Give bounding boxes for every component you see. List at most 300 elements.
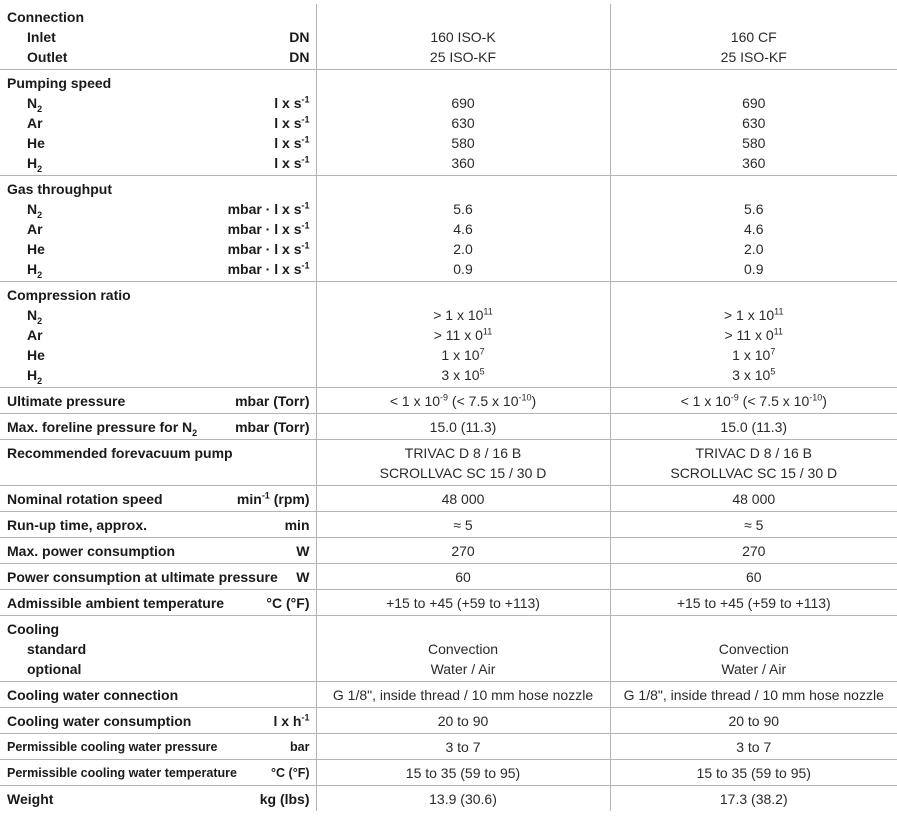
spec-value-cell-model-2	[610, 414, 897, 440]
spec-value-cell-model-2	[610, 4, 897, 70]
spec-value-text-end: )	[822, 393, 827, 409]
spec-label-line	[0, 659, 316, 679]
spec-value-text: Convection	[719, 641, 789, 657]
spec-value	[317, 463, 610, 483]
spec-value	[317, 593, 610, 613]
spec-group-cooling-water-temperature	[0, 760, 897, 786]
spec-label	[27, 305, 42, 325]
spec-unit-text: DN	[289, 49, 309, 65]
spec-unit	[289, 27, 309, 47]
spec-label-text: Ar	[27, 221, 43, 237]
spec-label-text: Max. foreline pressure for N	[7, 419, 192, 435]
spec-value-text: 15.0 (11.3)	[430, 419, 497, 435]
spec-label-text: N	[27, 307, 37, 323]
spec-label	[27, 199, 42, 219]
spec-value	[611, 463, 897, 483]
spec-value-cell-model-1	[316, 734, 610, 760]
spec-label-cell	[0, 486, 316, 512]
spec-value-superscript: 5	[480, 366, 485, 376]
spec-unit-text: kg (lbs)	[260, 791, 310, 807]
spec-label-cell	[0, 734, 316, 760]
spec-value	[611, 259, 897, 279]
spec-value-superscript: 5	[770, 366, 775, 376]
spec-label-line	[0, 27, 316, 47]
spec-value	[317, 567, 610, 587]
spec-label-line	[0, 763, 316, 783]
spec-value-cell-model-1	[316, 538, 610, 564]
spec-value-cell-model-2	[610, 564, 897, 590]
spec-label	[7, 541, 175, 561]
spec-group-max-power	[0, 538, 897, 564]
spec-label-line	[0, 619, 316, 639]
spec-value	[611, 285, 897, 305]
spec-value-text: 690	[742, 95, 765, 111]
spec-label-cell	[0, 70, 316, 176]
spec-label	[7, 711, 191, 731]
spec-label	[7, 285, 131, 305]
spec-value	[611, 639, 897, 659]
spec-value-text: 160 ISO-K	[430, 29, 495, 45]
spec-label	[27, 27, 56, 47]
spec-label-line	[0, 737, 316, 757]
spec-value-text: > 1 x 10	[724, 307, 774, 323]
spec-group-run-up-time	[0, 512, 897, 538]
spec-value-cell-model-2	[610, 708, 897, 734]
spec-unit-text: l x s	[274, 95, 301, 111]
spec-unit	[228, 239, 310, 259]
spec-label-subscript: 2	[37, 316, 42, 326]
spec-group-compression-ratio	[0, 282, 897, 388]
spec-value	[317, 259, 610, 279]
spec-value-text: 1 x 10	[732, 347, 770, 363]
spec-value-superscript: -10	[809, 392, 822, 402]
spec-label	[27, 47, 67, 67]
spec-value	[611, 567, 897, 587]
spec-label-cell	[0, 682, 316, 708]
spec-value-superscript: 11	[483, 306, 492, 316]
spec-label	[7, 73, 111, 93]
spec-value	[317, 73, 610, 93]
spec-label	[27, 153, 42, 173]
spec-label-line	[0, 47, 316, 67]
spec-value	[611, 133, 897, 153]
spec-value-cell-model-1	[316, 282, 610, 388]
spec-group-gas-throughput	[0, 176, 897, 282]
spec-value	[611, 73, 897, 93]
spec-value	[317, 763, 610, 783]
spec-label-cell	[0, 512, 316, 538]
spec-value	[611, 219, 897, 239]
spec-value	[611, 737, 897, 757]
spec-value-text: 3 x 10	[441, 367, 479, 383]
spec-value	[317, 789, 610, 809]
spec-label	[7, 7, 84, 27]
spec-unit-text: mbar (Torr)	[235, 393, 309, 409]
spec-label-text: Ultimate pressure	[7, 393, 125, 409]
spec-label	[27, 133, 45, 153]
spec-label	[7, 179, 112, 199]
spec-label	[27, 639, 86, 659]
spec-value	[317, 737, 610, 757]
spec-value-cell-model-2	[610, 786, 897, 812]
spec-label-text: H	[27, 155, 37, 171]
spec-value	[611, 515, 897, 535]
spec-value	[317, 515, 610, 535]
spec-value	[611, 345, 897, 365]
spec-value	[611, 7, 897, 27]
spec-value-text: 3 x 10	[732, 367, 770, 383]
spec-value	[611, 325, 897, 345]
spec-value	[317, 305, 610, 325]
spec-value	[317, 179, 610, 199]
spec-value	[317, 639, 610, 659]
spec-value	[317, 239, 610, 259]
spec-value-text: 25 ISO-KF	[430, 49, 496, 65]
spec-group-power-ultimate	[0, 564, 897, 590]
spec-value-superscript: 7	[480, 346, 485, 356]
spec-unit	[228, 199, 310, 219]
spec-label-text: Compression ratio	[7, 287, 131, 303]
spec-label-text: Permissible cooling water temperature	[7, 766, 237, 780]
spec-value-text: 60	[746, 569, 762, 585]
spec-value-text: 2.0	[744, 241, 763, 257]
spec-value-cell-model-1	[316, 590, 610, 616]
spec-label-line	[0, 239, 316, 259]
spec-value	[317, 113, 610, 133]
spec-value-cell-model-2	[610, 590, 897, 616]
spec-label-cell	[0, 282, 316, 388]
spec-label-line	[0, 541, 316, 561]
spec-value-text-end: )	[532, 393, 537, 409]
spec-unit-text: mbar · l x s	[228, 241, 302, 257]
spec-value-text: ≈ 5	[453, 517, 472, 533]
spec-value	[611, 47, 897, 67]
spec-unit	[228, 219, 310, 239]
spec-unit-text: min	[237, 491, 262, 507]
spec-value	[611, 93, 897, 113]
spec-unit-superscript: -1	[301, 712, 309, 722]
spec-label-subscript: 2	[37, 376, 42, 386]
spec-value	[317, 443, 610, 463]
spec-unit-text: bar	[290, 740, 309, 754]
spec-label	[7, 737, 218, 757]
spec-unit-text: mbar (Torr)	[235, 419, 309, 435]
spec-label-text: He	[27, 241, 45, 257]
spec-value	[611, 239, 897, 259]
spec-value-text: 160 CF	[731, 29, 777, 45]
spec-label	[27, 345, 45, 365]
spec-value-cell-model-1	[316, 70, 610, 176]
spec-unit-text: mbar · l x s	[228, 221, 302, 237]
spec-label	[7, 443, 233, 463]
spec-value-text: Water / Air	[721, 661, 786, 677]
spec-value-text: TRIVAC D 8 / 16 B	[405, 445, 521, 461]
spec-group-foreline-pressure	[0, 414, 897, 440]
spec-label-text: Cooling water consumption	[7, 713, 191, 729]
spec-label-cell	[0, 564, 316, 590]
spec-unit-text: °C (°F)	[271, 766, 309, 780]
spec-value-text: 630	[742, 115, 765, 131]
spec-value	[611, 391, 897, 411]
spec-value-text: 580	[451, 135, 474, 151]
spec-label-text: Admissible ambient temperature	[7, 595, 224, 611]
spec-value-cell-model-1	[316, 414, 610, 440]
spec-value-text: 270	[451, 543, 474, 559]
spec-label-text: Permissible cooling water pressure	[7, 740, 218, 754]
spec-label	[27, 239, 45, 259]
spec-label-cell	[0, 786, 316, 812]
spec-label-line	[0, 463, 316, 483]
spec-value-cell-model-1	[316, 4, 610, 70]
spec-value	[317, 219, 610, 239]
spec-value	[611, 417, 897, 437]
spec-value-cell-model-1	[316, 512, 610, 538]
spec-value-cell-model-2	[610, 760, 897, 786]
spec-value-cell-model-2	[610, 388, 897, 414]
spec-label-line	[0, 345, 316, 365]
spec-value	[611, 763, 897, 783]
spec-group-weight	[0, 786, 897, 812]
spec-label-cell	[0, 414, 316, 440]
spec-value	[317, 345, 610, 365]
spec-value-text: 3 to 7	[445, 739, 480, 755]
spec-value	[317, 7, 610, 27]
spec-value	[317, 659, 610, 679]
spec-unit	[274, 113, 309, 133]
spec-value-text: 4.6	[744, 221, 763, 237]
spec-unit-text: l x s	[274, 155, 301, 171]
spec-value-cell-model-1	[316, 682, 610, 708]
spec-label-line	[0, 417, 316, 437]
spec-unit-superscript: -1	[301, 154, 309, 164]
spec-label-cell	[0, 440, 316, 486]
spec-label-line	[0, 593, 316, 613]
spec-label	[7, 685, 178, 705]
spec-label-text: Gas throughput	[7, 181, 112, 197]
spec-value-text: 60	[455, 569, 471, 585]
spec-value-superscript: -9	[440, 392, 448, 402]
spec-value	[611, 593, 897, 613]
spec-unit-text: min	[285, 517, 310, 533]
spec-value-cell-model-2	[610, 512, 897, 538]
spec-label-cell	[0, 708, 316, 734]
spec-label-cell	[0, 4, 316, 70]
spec-unit-suffix: (rpm)	[270, 491, 310, 507]
spec-unit-superscript: -1	[301, 134, 309, 144]
spec-unit	[274, 93, 309, 113]
spec-value-text: 13.9 (30.6)	[429, 791, 497, 807]
spec-unit	[235, 391, 309, 411]
spec-label	[7, 763, 237, 783]
spec-label-text: Weight	[7, 791, 53, 807]
spec-label-text: Recommended forevacuum pump	[7, 445, 233, 461]
spec-unit-text: l x s	[274, 135, 301, 151]
spec-label-subscript: 2	[37, 210, 42, 220]
spec-unit	[273, 711, 309, 731]
spec-label-text: Cooling	[7, 621, 59, 637]
spec-value	[317, 711, 610, 731]
spec-value	[611, 541, 897, 561]
spec-label-text: Ar	[27, 327, 43, 343]
spec-value-text: 5.6	[744, 201, 763, 217]
spec-unit-superscript: -1	[262, 490, 270, 500]
spec-label-subscript: 2	[37, 270, 42, 280]
spec-label-text: Inlet	[27, 29, 56, 45]
spec-label-line	[0, 789, 316, 809]
specification-table-body	[0, 4, 897, 811]
spec-unit-superscript: -1	[301, 114, 309, 124]
spec-value-text: G 1/8", inside thread / 10 mm hose nozzle	[624, 687, 884, 703]
spec-value-text: 360	[451, 155, 474, 171]
spec-value-text: 5.6	[453, 201, 472, 217]
spec-value-cell-model-1	[316, 564, 610, 590]
spec-label-line	[0, 391, 316, 411]
spec-label	[27, 659, 81, 679]
spec-value	[317, 47, 610, 67]
spec-label-line	[0, 153, 316, 173]
spec-value	[611, 179, 897, 199]
spec-value	[317, 153, 610, 173]
spec-value	[317, 391, 610, 411]
spec-label-text: H	[27, 261, 37, 277]
spec-value	[611, 305, 897, 325]
spec-label-subscript: 2	[37, 164, 42, 174]
spec-unit-text: mbar · l x s	[228, 261, 302, 277]
spec-value-text: 3 to 7	[736, 739, 771, 755]
spec-unit-superscript: -1	[301, 240, 309, 250]
spec-label-line	[0, 711, 316, 731]
spec-value-text: Water / Air	[431, 661, 496, 677]
spec-label	[7, 417, 197, 437]
spec-value	[317, 541, 610, 561]
spec-label-line	[0, 325, 316, 345]
spec-label-text: Pumping speed	[7, 75, 111, 91]
spec-label-line	[0, 7, 316, 27]
spec-value-text: 0.9	[744, 261, 763, 277]
spec-label-text: Power consumption at ultimate pressure	[7, 569, 278, 585]
spec-value-text: 1 x 10	[441, 347, 479, 363]
spec-value	[317, 199, 610, 219]
spec-value-text: TRIVAC D 8 / 16 B	[696, 445, 812, 461]
spec-value	[317, 365, 610, 385]
spec-value-cell-model-2	[610, 538, 897, 564]
spec-unit-superscript: -1	[301, 200, 309, 210]
spec-label-text: Ar	[27, 115, 43, 131]
spec-value-text: > 11 x 0	[724, 327, 773, 343]
spec-value-text: 360	[742, 155, 765, 171]
spec-label	[27, 113, 43, 133]
spec-label-text: N	[27, 95, 37, 111]
spec-unit	[296, 567, 309, 587]
spec-value-text: SCROLLVAC SC 15 / 30 D	[380, 465, 547, 481]
spec-value	[317, 417, 610, 437]
spec-label-cell	[0, 388, 316, 414]
spec-value	[611, 443, 897, 463]
spec-value-superscript: -9	[731, 392, 739, 402]
spec-value-text: 270	[742, 543, 765, 559]
spec-group-rotation-speed	[0, 486, 897, 512]
spec-label-line	[0, 515, 316, 535]
spec-group-cooling	[0, 616, 897, 682]
spec-unit	[274, 133, 309, 153]
spec-value-text: 15 to 35 (59 to 95)	[406, 765, 520, 781]
spec-label-cell	[0, 616, 316, 682]
spec-unit-text: W	[296, 569, 309, 585]
spec-label-line	[0, 73, 316, 93]
spec-label-text: Max. power consumption	[7, 543, 175, 559]
spec-label	[7, 567, 278, 587]
spec-value-text: +15 to +45 (+59 to +113)	[677, 595, 831, 611]
spec-label-text: N	[27, 201, 37, 217]
spec-value-cell-model-2	[610, 176, 897, 282]
spec-value	[611, 711, 897, 731]
spec-label-line	[0, 179, 316, 199]
spec-label-cell	[0, 590, 316, 616]
spec-unit	[271, 763, 309, 783]
spec-label-line	[0, 489, 316, 509]
spec-group-connection	[0, 4, 897, 70]
spec-value-cell-model-2	[610, 682, 897, 708]
spec-label-line	[0, 199, 316, 219]
spec-value-text: 48 000	[442, 491, 485, 507]
spec-value-text: 580	[742, 135, 765, 151]
spec-value-cell-model-1	[316, 786, 610, 812]
spec-label	[7, 593, 224, 613]
spec-value-superscript: 11	[774, 326, 783, 336]
spec-value	[611, 27, 897, 47]
spec-label-text: He	[27, 347, 45, 363]
spec-unit-text: l x h	[273, 713, 301, 729]
spec-value-text: 15.0 (11.3)	[720, 419, 787, 435]
spec-value-text: > 11 x 0	[434, 327, 483, 343]
spec-value-cell-model-2	[610, 70, 897, 176]
spec-unit	[228, 259, 310, 279]
spec-value	[317, 133, 610, 153]
spec-unit-superscript: -1	[301, 94, 309, 104]
spec-group-cooling-water-connection	[0, 682, 897, 708]
spec-group-pumping-speed	[0, 70, 897, 176]
spec-value-cell-model-2	[610, 486, 897, 512]
spec-label	[27, 259, 42, 279]
spec-value	[611, 685, 897, 705]
spec-unit-superscript: -1	[301, 220, 309, 230]
spec-unit	[260, 789, 310, 809]
spec-value-text: 0.9	[453, 261, 472, 277]
spec-value-text: Convection	[428, 641, 498, 657]
spec-label-cell	[0, 760, 316, 786]
spec-unit-text: mbar · l x s	[228, 201, 302, 217]
spec-value-superscript: 11	[774, 306, 783, 316]
spec-unit	[235, 417, 309, 437]
spec-value	[317, 325, 610, 345]
spec-group-cooling-water-consumption	[0, 708, 897, 734]
spec-label-text: He	[27, 135, 45, 151]
spec-label	[7, 619, 59, 639]
spec-value-text: 630	[451, 115, 474, 131]
spec-value	[611, 789, 897, 809]
spec-label-text: Outlet	[27, 49, 67, 65]
spec-value-text: 20 to 90	[728, 713, 779, 729]
spec-label-line	[0, 567, 316, 587]
spec-value-cell-model-2	[610, 616, 897, 682]
spec-value-text: G 1/8", inside thread / 10 mm hose nozzle	[333, 687, 593, 703]
spec-value-text: 2.0	[453, 241, 472, 257]
spec-value-text: SCROLLVAC SC 15 / 30 D	[670, 465, 837, 481]
spec-value	[611, 659, 897, 679]
spec-value-superscript: 11	[483, 326, 492, 336]
spec-value	[317, 285, 610, 305]
spec-unit	[285, 515, 310, 535]
